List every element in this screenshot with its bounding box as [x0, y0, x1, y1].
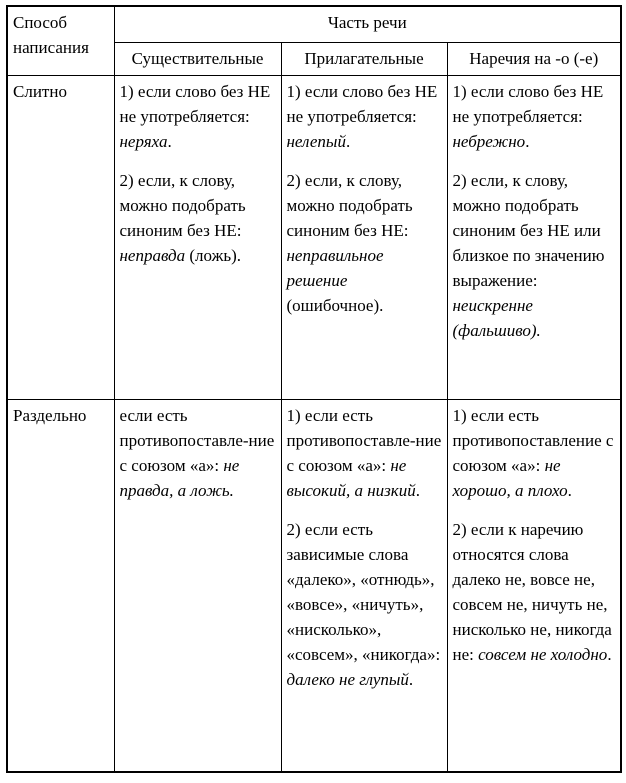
rule-paragraph — [287, 517, 442, 692]
example-text: небрежно — [452, 132, 526, 151]
example-text: неряха — [119, 132, 168, 151]
row-label: Слитно — [7, 76, 114, 400]
table-row — [7, 76, 621, 400]
rule-paragraph — [120, 403, 276, 503]
rule-cell — [281, 400, 447, 773]
rule-text: 1) если слово без НЕ не употребляется: — [286, 82, 438, 126]
example-text: неправда — [119, 246, 186, 265]
header-chast-rechi: Часть речи — [114, 6, 621, 43]
rule-text: . — [567, 481, 572, 500]
column-header-adverbs: Наречия на -о (-е) — [447, 43, 621, 76]
rule-text: . — [167, 132, 172, 151]
rule-text: 2) если, к слову, можно подобрать синоним без НЕ или близкое по значению выражение: — [452, 171, 605, 290]
rule-text: 1) если есть противопоставление с союзом «а»: — [452, 406, 614, 475]
rule-text: . — [607, 645, 612, 664]
rule-text: если есть противопоставле-ние с союзом «а»: — [119, 406, 275, 475]
rule-text: 2) если, к слову, можно подобрать синоним без НЕ: — [119, 171, 246, 240]
rule-cell — [114, 76, 281, 400]
rule-cell — [114, 400, 281, 773]
rule-text: 1) если слово без НЕ не употребляется: — [452, 82, 604, 126]
rule-paragraph — [120, 168, 276, 268]
rule-text: 2) если есть зависимые слова «далеко», «отнюдь», «вовсе», «ничуть», «нисколько», «совсем», «никогда»: — [286, 520, 441, 664]
header-row-top — [7, 6, 621, 43]
rule-text: 2) если, к слову, можно подобрать синоним без НЕ: — [286, 171, 413, 240]
table-body — [7, 76, 621, 773]
rule-text: 2) если к наречию относятся слова далеко не, вовсе не, совсем не, ничуть не, нисколько не, никогда не: — [452, 520, 612, 664]
example-text: неправильное решение — [286, 246, 384, 290]
example-text: далеко не глупый — [286, 670, 409, 689]
rule-text: (ложь). — [185, 246, 242, 265]
example-text: совсем не холодно — [478, 645, 608, 664]
rule-text: . — [408, 670, 414, 689]
rule-paragraph — [287, 403, 442, 503]
example-text: не правда, а ложь. — [119, 456, 240, 500]
rule-paragraph — [453, 168, 616, 343]
example-text: нелепый — [286, 132, 346, 151]
table-head — [7, 6, 621, 76]
rule-text: . — [345, 132, 351, 151]
rule-cell — [281, 76, 447, 400]
rule-paragraph — [287, 168, 442, 318]
example-text: не высокий, а низкий — [286, 456, 416, 500]
row-label: Раздельно — [7, 400, 114, 773]
rule-text: (ошибочное). — [286, 296, 384, 315]
rule-paragraph — [287, 79, 442, 154]
ne-spelling-table — [6, 5, 622, 773]
rule-paragraph — [120, 79, 276, 154]
rule-text: 1) если есть противопоставле-ние с союзом «а»: — [286, 406, 442, 475]
example-text: не хорошо, а плохо — [452, 456, 568, 500]
rule-cell — [447, 400, 621, 773]
rule-cell — [447, 76, 621, 400]
table-row — [7, 400, 621, 773]
rule-paragraph — [453, 403, 616, 503]
column-header-nouns: Существительные — [114, 43, 281, 76]
rule-text: 1) если слово без НЕ не употребляется: — [119, 82, 271, 126]
rule-text: . — [415, 481, 420, 500]
rule-text: . — [525, 132, 530, 151]
column-header-adjectives: Прилагательные — [281, 43, 447, 76]
rule-paragraph — [453, 79, 616, 154]
example-text: неискренне (фальшиво). — [452, 296, 541, 340]
corner-header-sposob-napisaniya: Способ написания — [7, 6, 114, 76]
rule-paragraph — [453, 517, 616, 667]
